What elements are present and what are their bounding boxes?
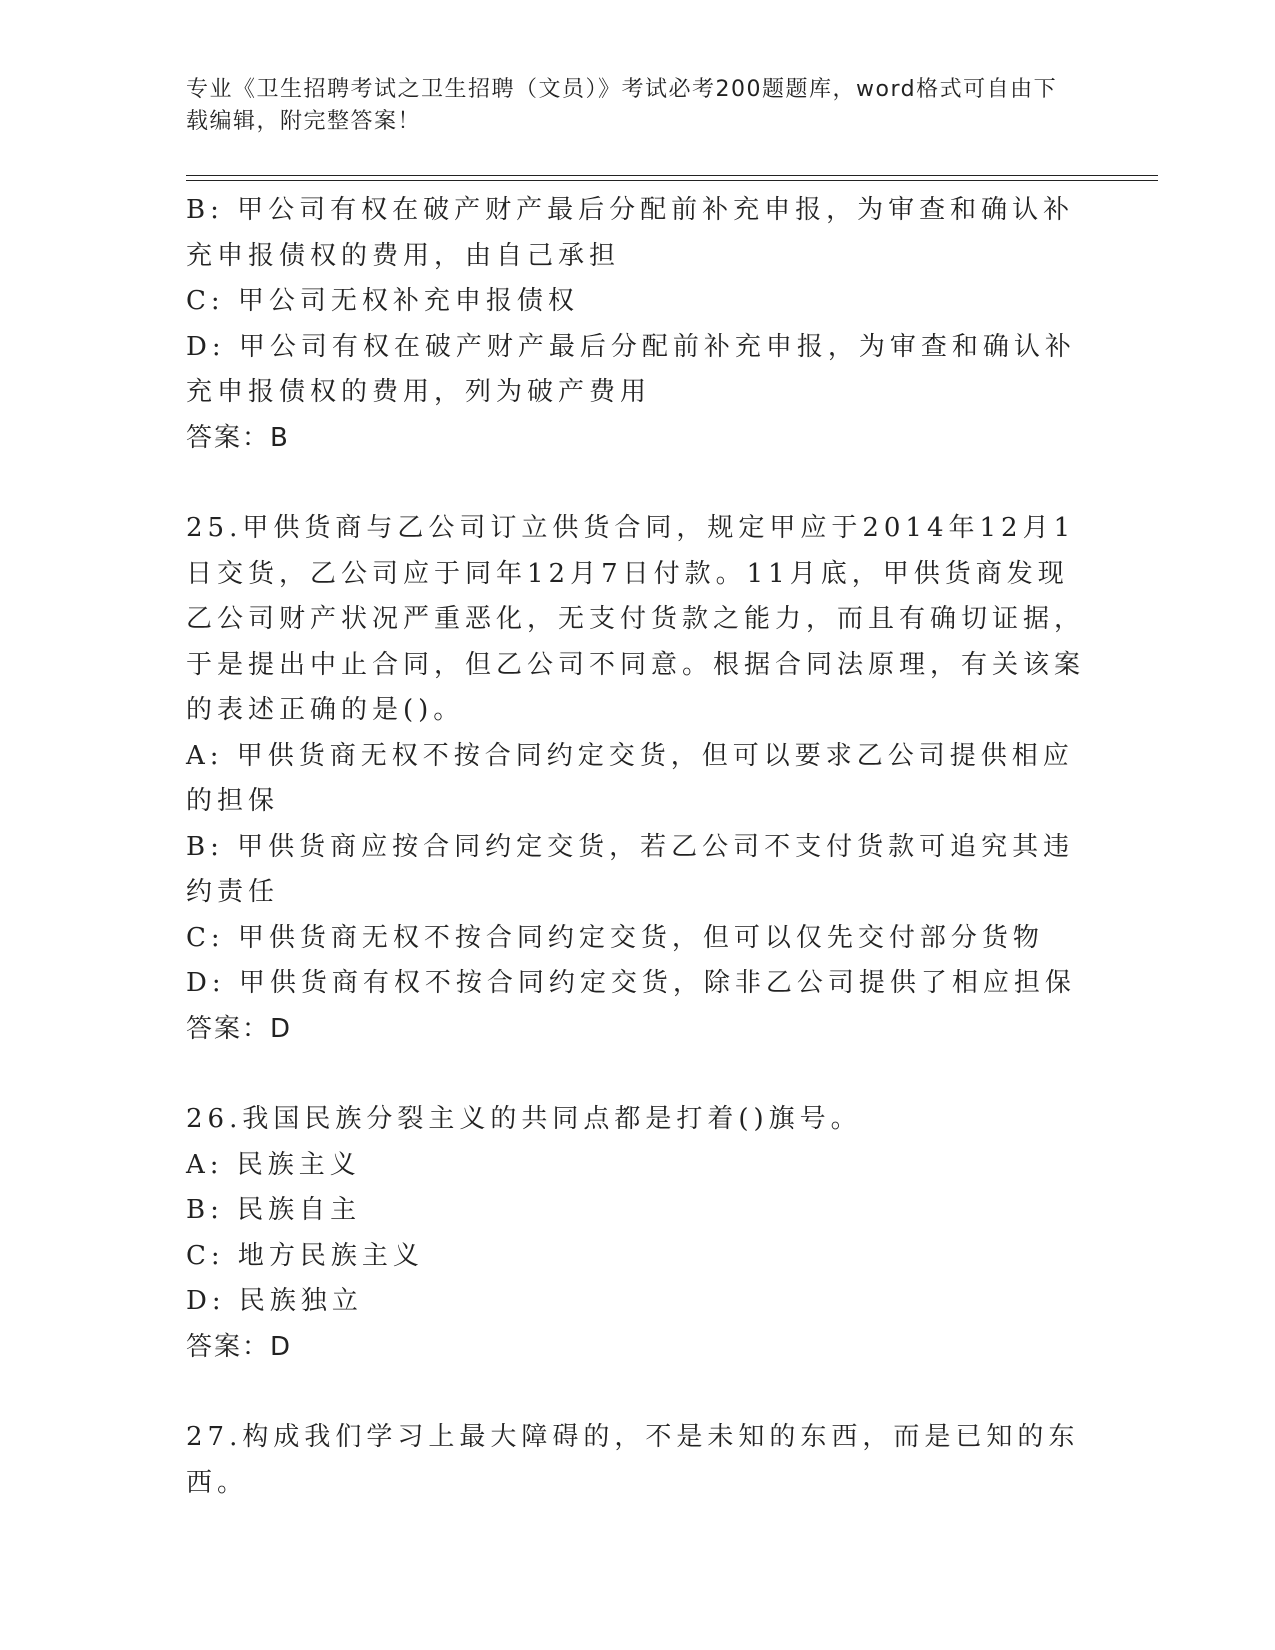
document-header [186, 74, 1066, 138]
q25-option-d: D: 甲供货商有权不按合同约定交货，除非乙公司提供了相应担保 [186, 968, 1076, 998]
q25-answer: 答案：D [186, 1013, 293, 1044]
q27-stem: 27.构成我们学习上最大障碍的，不是未知的东西，而是已知的东西。 [186, 1422, 1080, 1498]
q25-option-a: A: 甲供货商无权不按合同约定交货，但可以要求乙公司提供相应的担保 [186, 740, 1074, 816]
q24-answer: 答案：B [186, 422, 290, 453]
question-26 [186, 1097, 1086, 1370]
q26-option-a: A: 民族主义 [186, 1149, 361, 1180]
q25-stem: 25.甲供货商与乙公司订立供货合同，规定甲应于2014年12月1日交货，乙公司应于同年12月7日付款。11月底，甲供货商发现乙公司财产状况严重恶化，无支付货款之能力，而且有确切证据，于是提出中止合同，但乙公司不同意。根据合同法原理，有关该案的表述正确的是()。 [186, 513, 1086, 725]
header-rule-top [186, 175, 1158, 176]
q24-option-d: D: 甲公司有权在破产财产最后分配前补充申报，为审查和确认补充申报债权的费用，列为破产费用 [186, 331, 1076, 407]
header-title: 专业《卫生招聘考试之卫生招聘（文员）》考试必考200题题库，word格式可自由下载编辑，附完整答案！ [186, 77, 1058, 134]
q26-answer: 答案：D [186, 1331, 293, 1362]
q24-option-c: C: 甲公司无权补充申报债权 [186, 286, 579, 316]
q25-option-b: B: 甲供货商应按合同约定交货，若乙公司不支付货款可追究其违约责任 [186, 831, 1075, 907]
spacer [186, 1370, 1086, 1415]
q26-option-d: D: 民族独立 [186, 1286, 363, 1316]
header-rule-bottom [186, 180, 1158, 181]
question-27 [186, 1415, 1086, 1506]
q25-option-c: C: 甲供货商无权不按合同约定交货，但可以仅先交付部分货物 [186, 922, 1044, 953]
q26-option-c: C: 地方民族主义 [186, 1240, 424, 1271]
question-24-tail [186, 188, 1086, 461]
q26-option-b: B: 民族自主 [186, 1195, 362, 1225]
spacer [186, 1052, 1086, 1097]
q26-stem: 26.我国民族分裂主义的共同点都是打着()旗号。 [186, 1104, 862, 1134]
q24-option-b: B: 甲公司有权在破产财产最后分配前补充申报，为审查和确认补充申报债权的费用，由自己承担 [186, 195, 1075, 271]
question-25 [186, 506, 1086, 1052]
document-body [186, 188, 1086, 1506]
spacer [186, 461, 1086, 506]
